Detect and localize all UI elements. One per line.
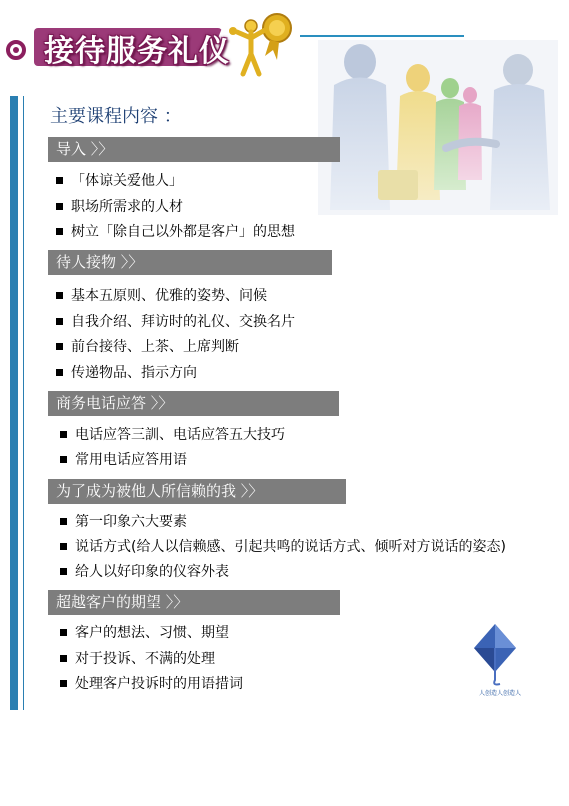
list-item: 「体谅关爱他人」 [56, 170, 183, 190]
list-item: 说话方式(给人以信赖感、引起共鸣的说话方式、倾听对方说话的姿态) [60, 536, 506, 556]
list-item: 前台接待、上茶、上席判断 [56, 336, 239, 356]
section-heading-intro: 导入 〉〉 [48, 137, 340, 162]
business-people-illustration [318, 40, 558, 215]
page-title: 接待服务礼仪 [44, 34, 230, 69]
square-bullet-icon [60, 680, 67, 687]
course-contents-heading: 主要课程内容 ： [50, 106, 182, 127]
square-bullet-icon [56, 292, 63, 299]
square-bullet-icon [56, 228, 63, 235]
square-bullet-icon [56, 343, 63, 350]
square-bullet-icon [60, 629, 67, 636]
list-item: 客户的想法、习惯、期望 [60, 622, 229, 642]
square-bullet-icon [56, 369, 63, 376]
list-item: 职场所需求的人材 [56, 196, 183, 216]
list-item: 树立「除自己以外都是客户」的思想 [56, 221, 295, 241]
square-bullet-icon [56, 318, 63, 325]
list-item: 自我介绍、拜访时的礼仪、交换名片 [56, 311, 295, 331]
square-bullet-icon [56, 177, 63, 184]
section-heading-expectations: 超越客户的期望 〉〉 [48, 590, 340, 615]
square-bullet-icon [60, 518, 67, 525]
list-item: 传递物品、指示方向 [56, 362, 197, 382]
list-item: 对于投诉、不满的处理 [60, 648, 215, 668]
square-bullet-icon [60, 655, 67, 662]
section-heading-reception: 待人接物 〉〉 [48, 250, 332, 275]
square-bullet-icon [60, 568, 67, 575]
section-heading-trust: 为了成为被他人所信赖的我 〉〉 [48, 479, 346, 504]
list-item: 电话应答三訓、电话应答五大技巧 [60, 424, 285, 444]
list-item: 处理客户投诉时的用语措词 [60, 673, 243, 693]
square-bullet-icon [56, 203, 63, 210]
title-underline [300, 35, 464, 37]
list-item: 基本五原则、优雅的姿势、问候 [56, 285, 267, 305]
trophy-figure-icon [225, 6, 301, 82]
square-bullet-icon [60, 456, 67, 463]
left-accent-line [23, 96, 24, 710]
list-item: 第一印象六大要素 [60, 511, 187, 531]
logo-caption: 人创造人创造人 [478, 690, 521, 697]
square-bullet-icon [60, 543, 67, 550]
square-bullet-icon [60, 431, 67, 438]
title-bullet-icon [6, 40, 26, 60]
left-accent-bar [10, 96, 18, 710]
list-item: 给人以好印象的仪容外表 [60, 561, 229, 581]
list-item: 常用电话应答用语 [60, 449, 187, 469]
section-heading-phone: 商务电话应答 〉〉 [48, 391, 339, 416]
